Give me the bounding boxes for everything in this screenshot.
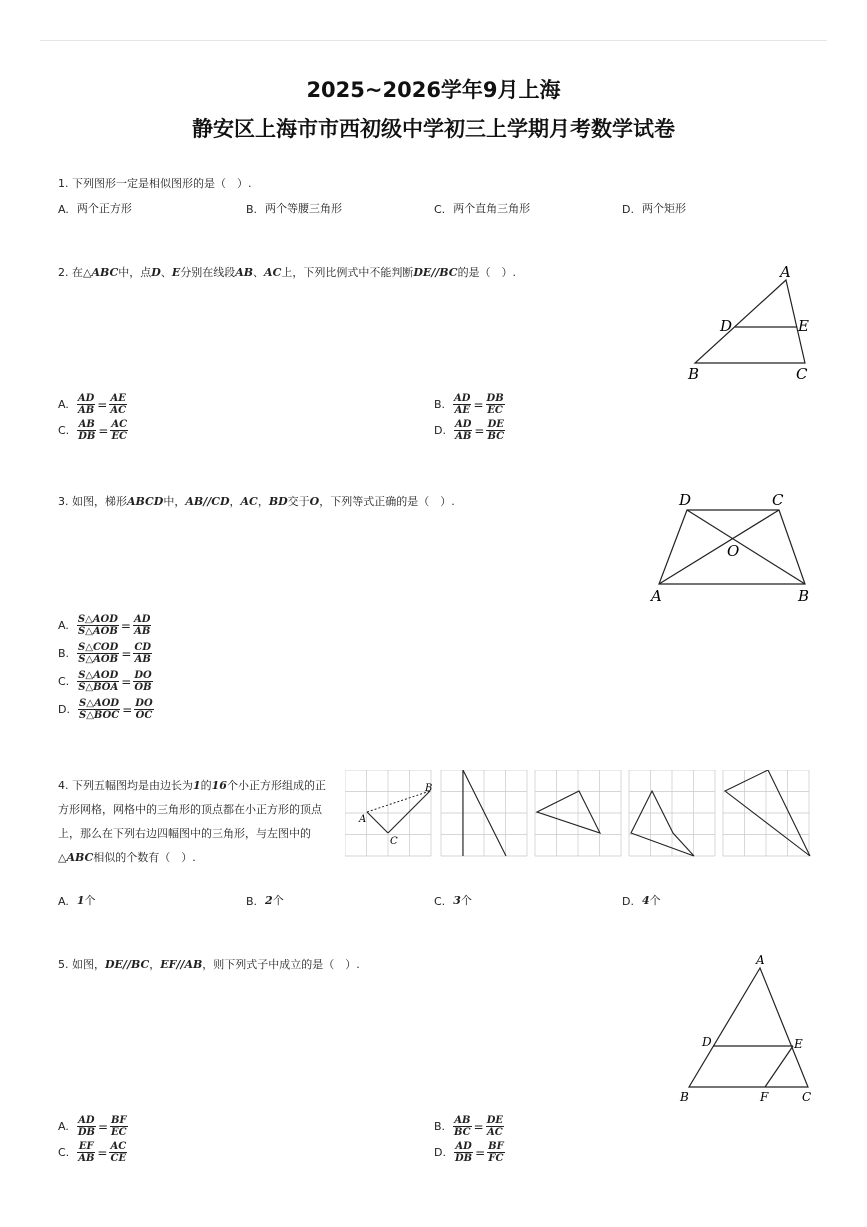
label-a: A: [651, 587, 662, 605]
q3-option-d[interactable]: D. $\frac{\text{S△AOD}}{\text{S△BOC}}$ = $\frac{DO}{OC}$: [58, 698, 153, 721]
q4-option-a[interactable]: A. 1个: [58, 894, 96, 908]
label-b: B: [425, 783, 433, 794]
label-b: B: [798, 587, 810, 605]
q5-stem: 5. 如图，DE//BC，EF//AB，则下列式子中成立的是（ ）.: [58, 958, 360, 971]
fraction: $\frac{CD}{AB}$: [134, 642, 152, 665]
q5-option-b[interactable]: B. $\frac{AB}{BC}$ = $\frac{DE}{AC}$: [434, 1115, 504, 1138]
q2-stem: 2. 在△ABC中，点D、E分别在线段AB、AC上，下列比例式中不能判断DE//BC的是（ ）.: [58, 266, 517, 279]
fraction: $\frac{\text{S△AOD}}{\text{S△BOC}}$: [78, 698, 120, 721]
q1-option-a[interactable]: A. 两个正方形: [58, 202, 132, 216]
label-d: D: [702, 1035, 712, 1049]
q5-option-d[interactable]: D. $\frac{AD}{DB}$ = $\frac{BF}{FC}$: [434, 1141, 504, 1164]
fraction: $\frac{\text{S△AOD}}{\text{S△AOB}}$: [77, 614, 118, 637]
q2-option-b[interactable]: B. $\frac{AD}{AE}$ = $\frac{DB}{EC}$: [434, 393, 504, 416]
q5-triangle-figure: [672, 950, 820, 1108]
q1-option-c[interactable]: C. 两个直角三角形: [434, 202, 531, 216]
label-e: E: [798, 317, 809, 335]
fraction: $\frac{BF}{EC}$: [111, 1115, 127, 1138]
q1-option-d[interactable]: D. 两个矩形: [622, 202, 686, 216]
label-c: C: [796, 365, 808, 383]
q2-option-d[interactable]: D. $\frac{AD}{AB}$ = $\frac{DE}{BC}$: [434, 419, 505, 442]
fraction: $\frac{DB}{EC}$: [486, 393, 504, 416]
exam-title-line2: 静安区上海市市西初级中学初三上学期月考数学试卷: [192, 117, 675, 141]
label-c: C: [390, 836, 398, 847]
q4-option-c[interactable]: C. 3个: [434, 894, 472, 908]
label-a: A: [780, 263, 791, 281]
q3-option-c[interactable]: C. $\frac{\text{S△AOD}}{\text{S△BOA}}$ = $\frac{DO}{OB}$: [58, 670, 152, 693]
fraction: $\frac{AC}{EC}$: [111, 419, 128, 442]
q3-stem: 3. 如图，梯形ABCD中，AB//CD，AC，BD交于O，下列等式正确的是（ ）.: [58, 495, 455, 508]
fraction: $\frac{BF}{FC}$: [488, 1141, 504, 1164]
q4-grid-figures: [345, 770, 815, 860]
label-a: A: [756, 953, 765, 967]
fraction: $\frac{AB}{BC}$: [454, 1115, 471, 1138]
q3-option-b[interactable]: B. $\frac{\text{S△COD}}{\text{S△AOB}}$ = $\frac{CD}{AB}$: [58, 642, 152, 665]
fraction: $\frac{AB}{DB}$: [78, 419, 96, 442]
q1-stem: 1. 下列图形一定是相似图形的是（ ）.: [58, 177, 252, 190]
fraction: $\frac{DO}{OB}$: [134, 670, 152, 693]
fraction: $\frac{EF}{AB}$: [78, 1141, 95, 1164]
q1-option-b[interactable]: B. 两个等腰三角形: [246, 202, 343, 216]
label-o: O: [727, 542, 740, 560]
q4-stem: 4. 下列五幅图均是由边长为1的16个小正方形组成的正 方形网格，网格中的三角形的顶点都在小正方形的顶点 上，那么在下列右边四幅图中的三角形，与左图中的 △ABC相似的个数有（ ）.: [58, 779, 326, 864]
fraction: $\frac{AC}{CE}$: [110, 1141, 127, 1164]
fraction: $\frac{\text{S△COD}}{\text{S△AOB}}$: [78, 642, 119, 665]
label-b: B: [688, 365, 700, 383]
q2-option-c[interactable]: C. $\frac{AB}{DB}$ = $\frac{AC}{EC}$: [58, 419, 128, 442]
q4-option-d[interactable]: D. 4个: [622, 894, 661, 908]
fraction: $\frac{AD}{AB}$: [133, 614, 151, 637]
q3-option-a[interactable]: A. $\frac{\text{S△AOD}}{\text{S△AOB}}$ = $\frac{AD}{AB}$: [58, 614, 151, 637]
q2-triangle-figure: [680, 258, 820, 386]
fraction: $\frac{AD}{AB}$: [77, 393, 95, 416]
q5-option-c[interactable]: C. $\frac{EF}{AB}$ = $\frac{AC}{CE}$: [58, 1141, 127, 1164]
fraction: $\frac{AE}{AC}$: [110, 393, 127, 416]
label-a: A: [359, 814, 367, 825]
label-c: C: [772, 491, 784, 509]
label-c: C: [802, 1090, 812, 1104]
fraction: $\frac{\text{S△AOD}}{\text{S△BOA}}$: [78, 670, 119, 693]
fraction: $\frac{AD}{DB}$: [454, 1141, 473, 1164]
fraction: $\frac{DE}{BC}$: [487, 419, 505, 442]
top-divider: [40, 40, 827, 41]
q3-trapezoid-figure: [645, 488, 815, 606]
fraction: $\frac{AD}{AB}$: [454, 419, 472, 442]
fraction: $\frac{DO}{OC}$: [135, 698, 153, 721]
q2-option-a[interactable]: A. $\frac{AD}{AB}$ = $\frac{AE}{AC}$: [58, 393, 127, 416]
exam-title-line1: 2025~2026学年9月上海: [306, 78, 561, 102]
label-d: D: [679, 491, 692, 509]
q4-option-b[interactable]: B. 2个: [246, 894, 284, 908]
fraction: $\frac{AD}{DB}$: [77, 1115, 95, 1138]
label-d: D: [720, 317, 733, 335]
fraction: $\frac{AD}{AE}$: [454, 393, 471, 416]
q5-option-a[interactable]: A. $\frac{AD}{DB}$ = $\frac{BF}{EC}$: [58, 1115, 127, 1138]
label-e: E: [794, 1037, 803, 1051]
label-f: F: [760, 1090, 769, 1104]
fraction: $\frac{DE}{AC}$: [486, 1115, 504, 1138]
label-b: B: [680, 1090, 689, 1104]
